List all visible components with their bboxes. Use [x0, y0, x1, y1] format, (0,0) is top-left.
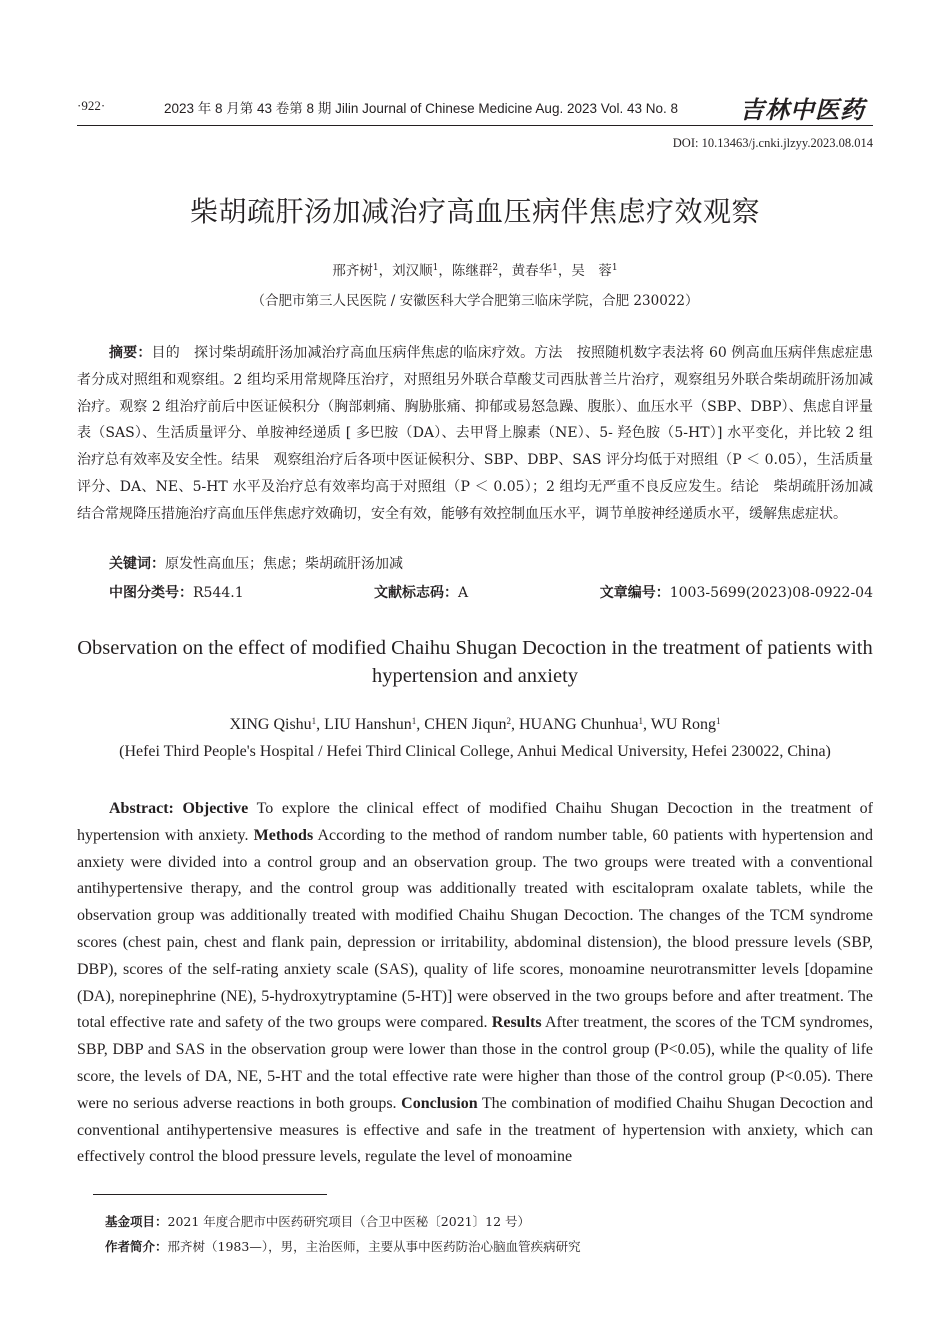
clc-number: [109, 582, 244, 602]
author-separator: ，: [378, 263, 393, 279]
author-affiliation-mark: 1: [638, 716, 643, 726]
author-name: CHEN Jiqun: [424, 716, 507, 733]
conclusion-text: The combination of modified Chaihu Shugan Decoction and conventional antihypertensive measures is effective and safe in the treatment of hypertension with anxiety, which can effectively control the blood pressure levels, regulate the level of monoamine: [77, 1094, 874, 1166]
journal-logo: 吉林中医药: [740, 95, 865, 124]
keywords-text: 原发性高血压；焦虑；柴胡疏肝汤加减: [165, 556, 403, 572]
document-code-value: A: [458, 585, 469, 601]
abstract-text: 目的 探讨柴胡疏肝汤加减治疗高血压病伴焦虑的临床疗效。方法 按照随机数字表法将 60 例高血压病伴焦虑症患者分成对照组和观察组。2 组均采用常规降压治疗，对照组另外联合草酸艾司西肽普兰片治疗，观察组另外联合柴胡疏肝汤加减治疗。观察 2 组治疗前后中医证候积分（胸部刺痛、胸胁胀痛、抑郁或易怒急躁、腹胀）、血压水平（SBP、DBP）、焦虑自评量表（SAS）、生活质量评分、单胺神经递质 [ 多巴胺（DA）、去甲肾上腺素（NE）、5- 羟色胺（5-HT）] 水平变化，并比较 2 组治疗总有效率及安全性。结果 观察组治疗后各项中医证候积分、SBP、DBP、SAS 评分均低于对照组（P ＜ 0.05），生活质量评分、DA、NE、5-HT 水平及治疗总有效率均高于对照组（P ＜ 0.05）；2 组均无严重不良反应发生。结论 柴胡疏肝汤加减结合常规降压措施治疗高血压伴焦虑疗效确切，安全有效，能够有效控制血压水平，调节单胺神经递质水平，缓解焦虑症状。: [77, 345, 873, 522]
classification-line: [109, 582, 873, 606]
results-text: After treatment, the scores of the TCM syndromes, SBP, DBP and SAS in the observation group were lower than those in the control group (P<0.05), while the quality of life score, the levels of DA, NE, 5-HT and the total effective rate were higher than those of the control group (P<0.05). There were no serious adverse reactions in both groups.: [77, 1014, 873, 1112]
chinese-title: 柴胡疏肝汤加减治疗高血压病伴焦虑疗效观察: [189, 195, 760, 228]
author-name: 陈继群: [451, 263, 493, 279]
author-affiliation-mark: 1: [611, 263, 618, 273]
chinese-keywords: [109, 553, 403, 573]
abstract-label: Abstract:: [109, 800, 174, 817]
objective-text: To explore the clinical effect of modified Chaihu Shugan Decoction in the treatment of hypertension with anxiety.: [77, 800, 873, 844]
page-number: ·922·: [77, 98, 106, 113]
author-separator: ,: [316, 716, 325, 733]
methods-text: According to the method of random number table, 60 patients with hypertension and anxiety were divided into a control group and an observation group. The two groups were treated with a conventional antihypertensive therapy, and the control group was additionally treated with escitalopram oxalate tablets, while the observation group was additionally treated with modified Chaihu Shugan Decoction. The changes of the TCM syndrome scores (chest pain, chest and flank pain, depression or irritability, abdominal distension), the blood pressure levels (SBP, DBP), scores of the self-rating anxiety scale (SAS), quality of life scores, monoamine neurotransmitter levels [dopamine (DA), norepinephrine (NE), 5-hydroxytryptamine (5-HT)] were observed in the two groups before and after treatment. The total effective rate and safety of the two groups were compared.: [77, 826, 873, 1032]
english-abstract: [77, 796, 873, 1171]
author-affiliation-mark: 1: [716, 716, 721, 726]
clc-label: 中图分类号：: [109, 585, 193, 601]
article-number-value: 1003-5699(2023)08-0922-04: [669, 585, 873, 601]
author-name: LIU Hanshun: [324, 716, 412, 733]
fund-footnote: [105, 1212, 530, 1230]
author-name: HUANG Chunhua: [518, 716, 639, 733]
author-separator: ，: [438, 263, 452, 279]
article-number: [600, 582, 873, 602]
english-author-list: [0, 716, 950, 734]
author-affiliation-mark: 1: [372, 263, 379, 273]
clc-value: R544.1: [193, 585, 244, 601]
author-separator: ,: [510, 716, 519, 733]
author-separator: ，: [498, 263, 512, 279]
abstract-label: 摘要：: [109, 345, 152, 361]
document-code-label: 文献标志码：: [374, 585, 458, 601]
chinese-abstract: [77, 340, 873, 528]
journal-issue-line: 2023 年 8 月第 43 卷第 8 期 Jilin Journal of Chinese Medicine Aug. 2023 Vol. 43 No. 8: [164, 101, 679, 116]
english-affiliation: (Hefei Third People's Hospital / Hefei Third Clinical College, Anhui Medical University, Hefei 230022, China): [119, 743, 831, 760]
author-affiliation-mark: 1: [411, 716, 417, 726]
author-name: 邢齐树: [332, 263, 373, 279]
objective-label: Objective: [182, 800, 249, 817]
author-affiliation-mark: 1: [432, 263, 439, 273]
article-number-label: 文章编号：: [599, 585, 670, 601]
author-bio-footnote: [105, 1237, 581, 1255]
author-bio-text: 邢齐树（1983—），男，主治医师，主要从事中医药防治心脑血管疾病研究: [167, 1239, 581, 1254]
results-label: Results: [491, 1014, 542, 1032]
author-name: WU Rong: [650, 716, 717, 733]
author-affiliation-mark: 1: [311, 716, 317, 726]
author-name: 刘汉顺: [392, 263, 433, 279]
document-code: [374, 582, 468, 602]
author-affiliation-mark: 2: [492, 263, 499, 273]
keywords-label: 关键词：: [109, 556, 165, 572]
fund-label: 基金项目：: [105, 1214, 168, 1229]
footnote-divider: [93, 1194, 327, 1195]
author-separator: ，: [557, 263, 572, 279]
author-separator: ,: [416, 716, 425, 733]
english-title: Observation on the effect of modified Chaihu Shugan Decoction in the treatment of patients with hypertension and anxiety: [77, 637, 873, 687]
author-affiliation-mark: 1: [552, 263, 558, 273]
author-separator: ,: [643, 716, 651, 733]
chinese-affiliation: （合肥市第三人民医院 / 安徽医科大学合肥第三临床学院，合肥 230022）: [251, 293, 699, 309]
conclusion-label: Conclusion: [401, 1094, 478, 1112]
author-name: 吴 蓉: [571, 263, 612, 279]
author-name: XING Qishu: [229, 716, 312, 733]
running-header: [77, 92, 873, 126]
doi[interactable]: DOI: 10.13463/j.cnki.jlzyy.2023.08.014: [672, 136, 873, 150]
fund-text: 2021 年度合肥市中医药研究项目（合卫中医秘〔2021〕12 号）: [167, 1214, 530, 1229]
chinese-author-list: [0, 259, 950, 279]
header-divider: [77, 125, 873, 126]
author-name: 黄春华: [511, 263, 553, 279]
author-affiliation-mark: 2: [506, 716, 511, 726]
methods-label: Methods: [253, 826, 314, 844]
author-bio-label: 作者简介：: [105, 1239, 168, 1254]
